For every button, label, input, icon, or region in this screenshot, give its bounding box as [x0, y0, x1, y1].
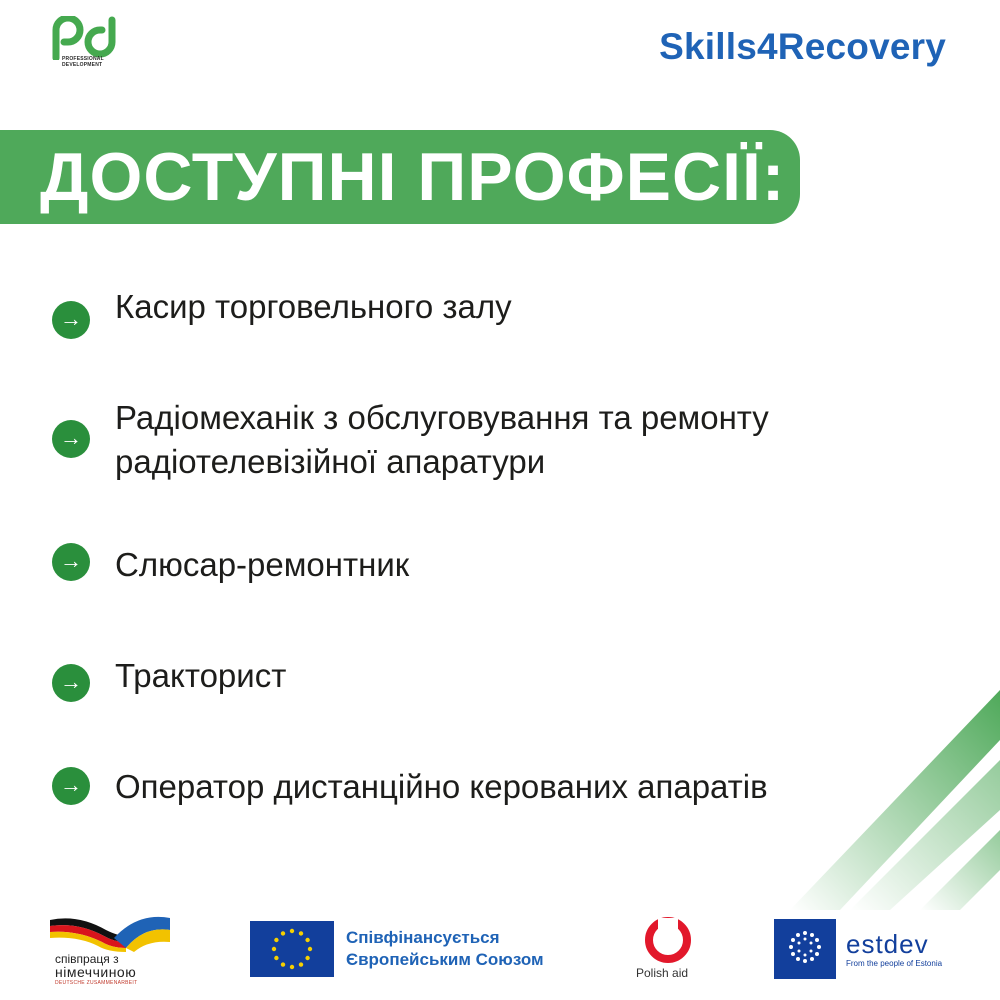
germany-line3: DEUTSCHE ZUSAMMENARBEIT [55, 980, 138, 986]
polish-aid-label: Polish aid [636, 966, 689, 980]
decorative-stripes [770, 680, 1000, 910]
eu-flag-icon [250, 921, 334, 977]
eu-cofunding-text: Співфінансується Європейським Союзом [346, 928, 544, 969]
arrow-right-icon: → [52, 767, 90, 805]
list-item-label: Радіомеханік з обслуговування та ремонту радіотелевізійної апаратури [115, 399, 769, 480]
arrow-right-icon: → [52, 543, 90, 581]
polish-aid-logo [634, 916, 704, 986]
list-item-label: Оператор дистанційно керованих апаратів [115, 768, 768, 805]
brand-title: Skills4Recovery [659, 26, 946, 67]
estdev-logo [774, 919, 954, 981]
page-title: ДОСТУПНІ ПРОФЕСІЇ: [40, 139, 786, 215]
arrow-right-icon: → [52, 664, 90, 702]
polish-aid-icon [634, 916, 704, 964]
germany-line1: співпраця з [55, 952, 119, 966]
list-item-label: Касир торговельного залу [115, 288, 512, 325]
pd-logo-subtitle: PROFESSIONAL DEVELOPMENT [62, 56, 104, 68]
list-item-label: Тракторист [115, 657, 287, 694]
arrow-right-icon: → [52, 420, 90, 458]
germany-cooperation-logo [48, 912, 172, 988]
arrow-right-icon: → [52, 301, 90, 339]
pd-logo-mark [52, 16, 122, 60]
estdev-stars-icon [774, 919, 836, 979]
estdev-name: estdev [846, 929, 929, 959]
pd-logo [52, 16, 122, 74]
estdev-subtitle: From the people of Estonia [846, 959, 943, 968]
de-ua-flags-icon [48, 912, 172, 952]
germany-line2: німеччиною [55, 964, 137, 980]
list-item-label: Слюсар-ремонтник [115, 546, 410, 583]
